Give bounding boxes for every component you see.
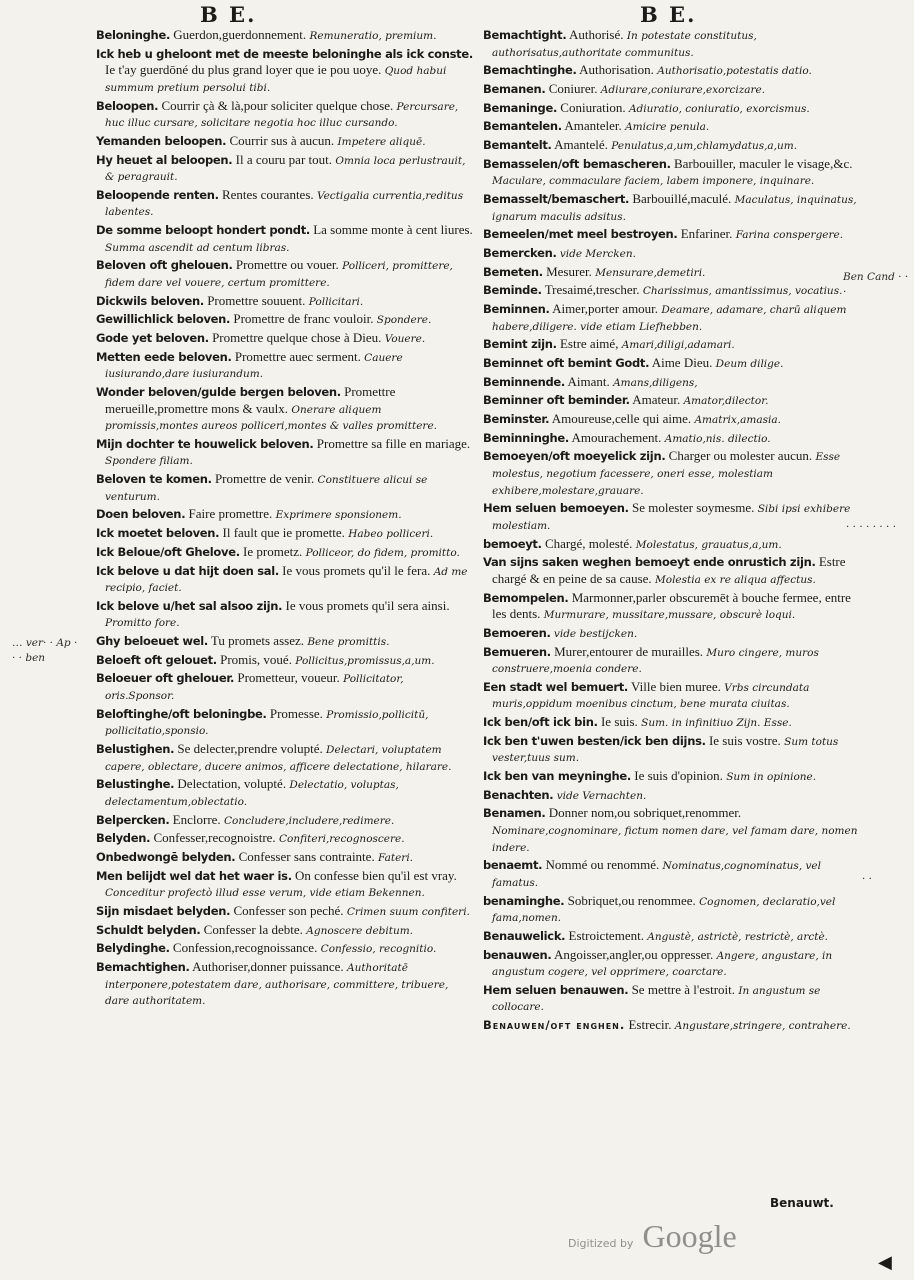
entry-headword: Ick moetet beloven. bbox=[96, 526, 220, 541]
dictionary-entry bbox=[96, 544, 474, 562]
entry-headword: Benauwen/oft enghen. bbox=[483, 1018, 626, 1033]
entry-latin: Percursare, huc illuc cursare, solicitare negotia hoc illuc cursando. bbox=[105, 100, 459, 130]
entry-latin: Conceditur profectò illud esse verum, vide etiam Bekennen. bbox=[105, 887, 425, 900]
entry-french: Il a couru par tout. bbox=[232, 151, 333, 167]
entry-headword: Mijn dochter te houwelick beloven. bbox=[96, 436, 314, 451]
entry-headword: Beminninghe. bbox=[483, 430, 569, 445]
entry-french: Nommé ou renommé. bbox=[542, 857, 660, 873]
entry-headword: Ick ben/oft ick bin. bbox=[483, 715, 598, 730]
dictionary-entry bbox=[483, 282, 864, 300]
dictionary-entry bbox=[483, 500, 864, 534]
dictionary-entry bbox=[96, 525, 474, 543]
entry-headword: Beloeft oft gelouet. bbox=[96, 652, 217, 667]
entry-headword: Bemanen. bbox=[483, 81, 546, 96]
dictionary-entry bbox=[483, 679, 864, 713]
dictionary-entry bbox=[96, 922, 474, 940]
entry-french: Coniurer. bbox=[545, 80, 598, 96]
entry-french: Sobriquet,ou renommee. bbox=[564, 892, 696, 908]
entry-headword: Ick ben van meyninghe. bbox=[483, 769, 631, 784]
dictionary-entry bbox=[483, 191, 864, 225]
entry-french: Aimer,porter amour. bbox=[549, 301, 659, 317]
entry-headword: Ick belove u dat hijt doen sal. bbox=[96, 563, 279, 578]
entry-latin: Bene promittis. bbox=[303, 636, 390, 649]
dictionary-entry bbox=[483, 1017, 864, 1035]
entry-latin: Adiurare,coniurare,exorcizare. bbox=[597, 83, 766, 96]
entry-french: Barbouiller, maculer le visage,&c. bbox=[670, 155, 853, 171]
dictionary-entry bbox=[96, 633, 474, 651]
entry-french: Delectation, volupté. bbox=[174, 776, 287, 792]
entry-headword: Bemantelt. bbox=[483, 138, 552, 153]
entry-headword: benauwen. bbox=[483, 947, 552, 962]
entry-french: Authoriser,donner puissance. bbox=[189, 958, 344, 974]
entry-latin: Amari,diligi,adamari. bbox=[618, 339, 735, 352]
entry-french: Ie suis d'opinion. bbox=[631, 768, 723, 784]
arrow-mark-icon: ◀ bbox=[878, 1252, 892, 1273]
entry-latin: Confessio, recognitio. bbox=[317, 943, 437, 956]
entry-headword: Beloopen. bbox=[96, 98, 159, 113]
entry-french: Enfariner. bbox=[677, 226, 733, 242]
entry-headword: Doen beloven. bbox=[96, 507, 186, 522]
dictionary-entry bbox=[96, 706, 474, 740]
entry-french: La somme monte à cent liures. bbox=[309, 222, 473, 238]
entry-french: Angoisser,angler,ou oppresser. bbox=[551, 946, 714, 962]
entry-headword: Van sijns saken weghen bemoeyt ende onrustich zijn. bbox=[483, 555, 816, 570]
entry-headword: Belyden. bbox=[96, 831, 151, 846]
entry-headword: Hem seluen benauwen. bbox=[483, 982, 629, 997]
entry-french: Ie suis. bbox=[597, 714, 638, 730]
entry-latin: Habeo polliceri. bbox=[344, 528, 434, 541]
entry-headword: Bemueren. bbox=[483, 644, 551, 659]
dictionary-entry bbox=[483, 625, 864, 643]
entry-french: Tresaimé,trescher. bbox=[541, 282, 640, 298]
entry-headword: Bemaninge. bbox=[483, 100, 558, 115]
entry-latin: Authorisatio,potestatis datio. bbox=[653, 65, 812, 78]
entry-headword: Beloopende renten. bbox=[96, 187, 219, 202]
entry-headword: Bemompelen. bbox=[483, 590, 569, 605]
entry-french: Authorisé. bbox=[566, 27, 624, 42]
entry-latin: In angustum se collocare. bbox=[492, 984, 821, 1014]
entry-latin: Molestia ex re aliqua affectus. bbox=[651, 573, 816, 586]
entry-headword: Ick belove u/het sal alsoo zijn. bbox=[96, 598, 283, 613]
entry-latin: Amator,dilector. bbox=[680, 395, 769, 408]
entry-headword: Hem seluen bemoeyen. bbox=[483, 501, 629, 516]
entry-latin: Esse molestus, negotium facessere, oneri esse, molestiam exhibere,molestare,grauare. bbox=[492, 451, 841, 497]
entry-latin: Vectigalia currentia,reditus labentes. bbox=[105, 189, 464, 219]
dictionary-entry bbox=[483, 245, 864, 263]
entry-latin: Charissimus, amantissimus, vocatius. bbox=[639, 285, 843, 298]
entry-french: Promettre quelque chose à Dieu. bbox=[208, 330, 382, 346]
entry-headword: Beminnende. bbox=[483, 374, 565, 389]
entry-latin: Amatio,nis. dilectio. bbox=[661, 432, 771, 445]
entry-latin: Summa ascendit ad centum libras. bbox=[105, 241, 290, 254]
entry-latin: Adiuratio, coniuratio, exorcismus. bbox=[625, 102, 810, 115]
entry-latin: Nominare,cognominare, fictum nomen dare, vel famam dare, nomen indere. bbox=[492, 825, 858, 854]
entry-latin: Concludere,includere,redimere. bbox=[220, 814, 395, 827]
entry-headword: Men belijdt wel dat het waer is. bbox=[96, 868, 292, 883]
entry-latin: Nominatus,cognominatus, vel famatus. bbox=[492, 860, 822, 889]
entry-headword: Belustinghe. bbox=[96, 777, 175, 792]
dictionary-entry bbox=[96, 959, 474, 1010]
dictionary-entry bbox=[96, 293, 474, 311]
entry-french: Ie t'ay guerdōné du plus grand loyer que ie pou uoye. bbox=[105, 62, 382, 78]
entry-latin: Polliceor, do fidem, promitto. bbox=[302, 546, 460, 559]
entry-latin: Amicire penula. bbox=[621, 121, 710, 134]
dictionary-entry bbox=[96, 830, 474, 848]
entry-latin: Sum in opinione. bbox=[722, 771, 817, 784]
entry-headword: Ick heb u gheloont met de meeste beloninghe als ick conste. bbox=[96, 46, 473, 61]
dictionary-entry bbox=[483, 768, 864, 786]
entry-french: Ie prometz. bbox=[239, 543, 303, 559]
entry-headword: Bemasselt/bemaschert. bbox=[483, 192, 630, 206]
entry-french: Se delecter,prendre volupté. bbox=[174, 741, 323, 756]
entry-french: On confesse bien qu'il est vray. bbox=[291, 867, 457, 883]
entry-french: Ie suis vostre. bbox=[705, 732, 781, 748]
entry-latin: Pollicitus,promissus,a,um. bbox=[291, 654, 435, 667]
dictionary-entry bbox=[96, 436, 474, 470]
dictionary-entry bbox=[483, 264, 864, 282]
entry-headword: Hy heuet al beloopen. bbox=[96, 152, 233, 167]
entry-headword: Belpercken. bbox=[96, 812, 170, 827]
entry-latin: Amatrix,amasia. bbox=[691, 414, 781, 427]
dictionary-entry bbox=[483, 336, 864, 354]
entry-latin: Sum totus vester,tuus sum. bbox=[492, 735, 839, 765]
entry-french: Courrir çà & là,pour soliciter quelque chose. bbox=[158, 97, 394, 113]
dictionary-entry bbox=[96, 27, 474, 45]
dictionary-entry bbox=[96, 384, 474, 435]
entry-headword: Metten eede beloven. bbox=[96, 349, 232, 364]
entry-headword: Ick ben t'uwen besten/ick ben dijns. bbox=[483, 733, 706, 748]
entry-french: Estre aimé, bbox=[556, 336, 619, 352]
entry-headword: Bemachtighen. bbox=[96, 959, 190, 974]
catchword: Benauwt. bbox=[770, 1196, 834, 1210]
entry-headword: Ghy beloeuet wel. bbox=[96, 634, 208, 649]
entry-french: Donner nom,ou sobriquet,renommer. bbox=[545, 805, 742, 821]
entry-headword: Bemasselen/oft bemascheren. bbox=[483, 156, 671, 171]
dictionary-entry bbox=[96, 330, 474, 348]
google-watermark bbox=[568, 1218, 737, 1255]
entry-french: Promettre de venir. bbox=[211, 471, 315, 487]
entry-latin: Sum. in infinitiuo Zijn. Esse. bbox=[637, 717, 792, 730]
entry-french: Promettre auec serment. bbox=[231, 348, 361, 364]
entry-latin: Onerare aliquem promissis,montes aureos polliceri,montes & valles promittere. bbox=[105, 403, 438, 433]
entry-french: Rentes courantes. bbox=[218, 186, 314, 202]
entry-latin: Deum dilige. bbox=[712, 358, 784, 370]
dictionary-entry bbox=[483, 27, 864, 61]
dictionary-entry bbox=[483, 392, 864, 410]
entry-latin: Maculatus, inquinatus, ignarum maculis adsitus. bbox=[492, 194, 857, 223]
entry-french: Confesser la debte. bbox=[200, 921, 303, 937]
entry-headword: Beminde. bbox=[483, 283, 542, 298]
entry-headword: Dickwils beloven. bbox=[96, 293, 204, 308]
entry-french: Estre chargé & en peine de sa cause. bbox=[492, 554, 846, 586]
entry-headword: Bemoeyen/oft moeyelick zijn. bbox=[483, 449, 666, 464]
entry-french: Guerdon,guerdonnement. bbox=[170, 27, 307, 42]
entry-french: Estroictement. bbox=[565, 927, 644, 943]
entry-latin: Muro cingere, muros construere,moenia condere. bbox=[492, 646, 819, 676]
entry-french: Aime Dieu. bbox=[649, 355, 713, 370]
dictionary-entry bbox=[483, 893, 864, 927]
entry-headword: Gode yet beloven. bbox=[96, 331, 209, 346]
dictionary-entry bbox=[483, 301, 864, 335]
left-column bbox=[96, 27, 474, 1011]
watermark-prefix: Digitized by bbox=[568, 1237, 634, 1250]
dictionary-entry bbox=[483, 644, 864, 678]
entry-headword: bemoeyt. bbox=[483, 536, 542, 551]
entry-latin: In potestate constitutus, authorisatus,authoritate communitus. bbox=[492, 30, 757, 59]
entry-latin: Deamare, adamare, charū aliquem habere,diligere. vide etiam Liefhebben. bbox=[492, 304, 847, 333]
entry-french: Il fault que ie promette. bbox=[219, 525, 345, 541]
entry-latin: Molestatus, grauatus,a,um. bbox=[632, 538, 782, 551]
dictionary-entry bbox=[483, 118, 864, 136]
entry-latin: Cognomen, declaratio,vel fama,nomen. bbox=[492, 895, 836, 925]
dictionary-entry bbox=[483, 156, 864, 190]
dictionary-entry bbox=[96, 349, 474, 383]
entry-latin: Confiteri,recognoscere. bbox=[275, 833, 405, 846]
marginal-note-right-top: Ben Cand · · · bbox=[843, 271, 909, 298]
dictionary-entry bbox=[483, 374, 864, 392]
entry-french: Ie vous promets qu'il le fera. bbox=[278, 562, 431, 578]
entry-headword: benaminghe. bbox=[483, 893, 565, 908]
entry-headword: Bemercken. bbox=[483, 245, 557, 260]
entry-headword: Benauwelick. bbox=[483, 928, 566, 943]
entry-headword: Beminnet oft bemint Godt. bbox=[483, 356, 650, 370]
entry-headword: Beloninghe. bbox=[96, 28, 171, 42]
entry-french: Chargé, molesté. bbox=[541, 535, 633, 551]
dictionary-entry bbox=[483, 947, 864, 981]
entry-latin: Authoritatē interponere,potestatem dare, authorisare, committere, tribuere, dare authoritatem. bbox=[105, 961, 449, 1008]
google-logo: Google bbox=[642, 1218, 737, 1254]
entry-latin: Vrbs circundata muris,oppidum moenibus cinctum, bene murata ciuitas. bbox=[492, 681, 810, 711]
entry-latin: Omnia loca perlustrauit, & peragrauit. bbox=[105, 154, 466, 184]
entry-latin: vide Vernachten. bbox=[553, 789, 647, 802]
entry-latin: Exprimere sponsionem. bbox=[272, 509, 402, 522]
dictionary-entry bbox=[96, 598, 474, 632]
entry-latin: Promissio,pollicitū, pollicitatio,sponsio. bbox=[105, 708, 429, 738]
entry-latin: Angustè, astrictè, restrictè, arctè. bbox=[643, 930, 828, 943]
dictionary-entry bbox=[96, 46, 474, 97]
entry-latin: Impetere aliquē. bbox=[334, 135, 426, 148]
entry-headword: Een stadt wel bemuert. bbox=[483, 679, 628, 694]
entry-headword: benaemt. bbox=[483, 858, 543, 873]
dictionary-entry bbox=[483, 81, 864, 99]
dictionary-entry bbox=[483, 554, 864, 588]
entry-latin: vide Mercken. bbox=[556, 247, 636, 260]
entry-headword: Beminster. bbox=[483, 412, 550, 427]
marginal-note-right-mid: · · · · · · · · bbox=[846, 521, 897, 533]
entry-headword: Onbedwongē belyden. bbox=[96, 849, 236, 864]
entry-latin: Fateri. bbox=[374, 851, 414, 864]
entry-latin: Vouere. bbox=[381, 333, 426, 346]
dictionary-entry bbox=[483, 714, 864, 732]
dictionary-entry bbox=[96, 471, 474, 505]
entry-latin: Quod habui summum pretium persolui tibi. bbox=[105, 65, 447, 94]
dictionary-entry bbox=[483, 430, 864, 448]
entry-french: Amoureuse,celle qui aime. bbox=[549, 411, 692, 427]
entry-latin: Cauere iusiurando,dare iusiurandum. bbox=[105, 351, 403, 381]
entry-headword: Bemint zijn. bbox=[483, 337, 557, 352]
entry-french: Confesser,recognoistre. bbox=[150, 830, 276, 846]
dictionary-entry bbox=[96, 98, 474, 132]
entry-latin: Delectari, voluptatem capere, oblectare, ducere animos, afficere delectatione, hilarare. bbox=[105, 744, 452, 773]
entry-french: Amourachement. bbox=[568, 429, 662, 445]
entry-french: Ie vous promets qu'il sera ainsi. bbox=[282, 597, 450, 613]
dictionary-entry bbox=[96, 849, 474, 867]
entry-french: Prometteur, voueur. bbox=[234, 670, 340, 686]
entry-french: Promettre ou vouer. bbox=[232, 257, 339, 273]
entry-headword: Sijn misdaet belyden. bbox=[96, 903, 231, 918]
dictionary-entry bbox=[96, 222, 474, 256]
entry-latin: Pollicitator, oris.Sponsor. bbox=[105, 673, 404, 703]
entry-french: Marmonner,parler obscuremēt à bouche fermee, entre les dents. bbox=[492, 589, 851, 622]
dictionary-entry bbox=[483, 928, 864, 946]
entry-latin: Angere, angustare, in angustum cogere, vel opprimere, coarctare. bbox=[492, 949, 833, 979]
entry-french: Aimant. bbox=[564, 373, 610, 389]
entry-french: Faire promettre. bbox=[185, 506, 273, 522]
entry-latin: Murmurare, mussitare,mussare, obscurè loqui. bbox=[540, 609, 796, 622]
entry-french: Charger ou molester aucun. bbox=[665, 448, 813, 464]
right-column bbox=[483, 27, 864, 1036]
entry-french: Confession,recognoissance. bbox=[169, 940, 318, 956]
entry-latin: Amans,diligens, bbox=[609, 376, 698, 389]
entry-french: Ville bien muree. bbox=[628, 678, 721, 694]
entry-latin: vide bestijcken. bbox=[550, 627, 638, 640]
dictionary-entry bbox=[96, 903, 474, 921]
entry-headword: Schuldt belyden. bbox=[96, 922, 201, 937]
entry-headword: Yemanden beloopen. bbox=[96, 133, 227, 148]
entry-headword: Beloven oft ghelouen. bbox=[96, 258, 233, 273]
dictionary-entry bbox=[96, 868, 474, 902]
entry-french: Promettre souuent. bbox=[203, 292, 306, 308]
entry-latin: Spondere. bbox=[373, 314, 432, 327]
marginal-note-right-low: · · bbox=[862, 873, 873, 885]
dictionary-entry bbox=[483, 100, 864, 118]
dictionary-entry bbox=[483, 411, 864, 429]
dictionary-entry bbox=[483, 137, 864, 155]
running-head-left: B E. bbox=[200, 2, 257, 27]
entry-headword: Belydinghe. bbox=[96, 941, 170, 956]
entry-latin: Sibi ipsi exhibere molestiam. bbox=[492, 503, 851, 532]
dictionary-entry bbox=[96, 187, 474, 221]
entry-headword: De somme beloopt hondert pondt. bbox=[96, 223, 310, 238]
dictionary-entry bbox=[96, 670, 474, 704]
dictionary-entry bbox=[483, 62, 864, 80]
dictionary-entry bbox=[96, 506, 474, 524]
entry-latin: Penulatus,a,um,chlamydatus,a,um. bbox=[607, 140, 798, 153]
entry-latin: Polliceri, promittere, fidem dare vel vouere, certum promittere. bbox=[105, 260, 453, 289]
dictionary-entry bbox=[483, 448, 864, 499]
entry-french: Mesurer. bbox=[542, 263, 592, 279]
dictionary-entry bbox=[96, 311, 474, 329]
entry-headword: Ick Beloue/oft Ghelove. bbox=[96, 544, 240, 559]
entry-french: Courrir sus à aucun. bbox=[226, 132, 335, 148]
entry-headword: Beloftinghe/oft beloningbe. bbox=[96, 706, 267, 721]
running-head-right: B E. bbox=[640, 2, 697, 27]
entry-french: Estrecir. bbox=[625, 1017, 672, 1033]
entry-french: Tu promets assez. bbox=[207, 633, 304, 649]
dictionary-entry bbox=[96, 257, 474, 291]
dictionary-entry bbox=[96, 776, 474, 810]
entry-french: Promettre sa fille en mariage. bbox=[313, 435, 471, 451]
entry-french: Authorisation. bbox=[576, 62, 654, 78]
entry-french: Coniuration. bbox=[557, 99, 626, 115]
entry-headword: Bemoeren. bbox=[483, 625, 551, 640]
entry-french: Promesse. bbox=[266, 705, 323, 721]
entry-headword: Bemachtight. bbox=[483, 28, 567, 42]
entry-french: Confesser sans contrainte. bbox=[235, 848, 375, 864]
entry-latin: Farina conspergere. bbox=[732, 229, 844, 242]
dictionary-entry bbox=[483, 805, 864, 856]
entry-french: Promettre de franc vouloir. bbox=[230, 311, 374, 327]
dictionary-entry bbox=[96, 152, 474, 186]
entry-latin: Promitto fore. bbox=[105, 617, 180, 630]
dictionary-entry bbox=[483, 733, 864, 767]
entry-headword: Benamen. bbox=[483, 806, 546, 821]
entry-french: Barbouillé,maculé. bbox=[629, 191, 732, 206]
entry-latin: Ad me recipio, faciet. bbox=[105, 565, 468, 595]
entry-french: Se molester soymesme. bbox=[628, 500, 755, 516]
dictionary-entry bbox=[96, 741, 474, 775]
dictionary-entry bbox=[483, 590, 864, 624]
entry-headword: Beminner oft beminder. bbox=[483, 393, 630, 408]
dictionary-entry bbox=[483, 355, 864, 373]
entry-french: Amantelé. bbox=[551, 137, 608, 153]
entry-french: Confesser son peché. bbox=[230, 902, 344, 918]
entry-french: Enclorre. bbox=[169, 811, 221, 827]
entry-latin: Delectatio, voluptas, delectamentum,oblectatio. bbox=[105, 779, 399, 808]
dictionary-entry bbox=[483, 787, 864, 805]
entry-french: Amanteler. bbox=[561, 118, 622, 134]
entry-headword: Beloeuer oft ghelouer. bbox=[96, 671, 235, 686]
entry-headword: Bemeten. bbox=[483, 264, 543, 279]
entry-latin: Remuneratio, premium. bbox=[306, 30, 437, 42]
entry-latin: Mensurare,demetiri. bbox=[591, 266, 706, 279]
dictionary-entry bbox=[483, 982, 864, 1016]
dictionary-entry bbox=[96, 133, 474, 151]
entry-headword: Belustighen. bbox=[96, 742, 175, 756]
dictionary-entry bbox=[96, 940, 474, 958]
dictionary-entry bbox=[96, 812, 474, 830]
entry-latin: Constituere alicui se venturum. bbox=[105, 474, 428, 503]
dictionary-entry bbox=[483, 536, 864, 554]
entry-headword: Gewillichlick beloven. bbox=[96, 312, 231, 327]
entry-headword: Wonder beloven/gulde bergen beloven. bbox=[96, 385, 341, 399]
marginal-note-left: … ver· · Ap · · · ben bbox=[12, 637, 78, 664]
entry-french: Murer,entourer de murailles. bbox=[550, 643, 704, 659]
entry-french: Promettre merueille,promettre mons & vaulx. bbox=[105, 384, 396, 416]
entry-headword: Bemantelen. bbox=[483, 119, 562, 134]
entry-french: Se mettre à l'estroit. bbox=[628, 981, 736, 997]
entry-headword: Beloven te komen. bbox=[96, 472, 212, 487]
entry-headword: Benachten. bbox=[483, 787, 554, 802]
entry-headword: Beminnen. bbox=[483, 302, 550, 317]
entry-latin: Agnoscere debitum. bbox=[302, 924, 414, 937]
dictionary-entry bbox=[96, 652, 474, 670]
entry-latin: Spondere filiam. bbox=[105, 455, 193, 468]
entry-latin: Crimen suum confiteri. bbox=[343, 905, 470, 918]
entry-headword: Bemeelen/met meel bestroyen. bbox=[483, 227, 678, 242]
entry-latin: Maculare, commaculare faciem, labem imponere, inquinare. bbox=[492, 175, 815, 188]
entry-latin: Pollicitari. bbox=[305, 295, 364, 308]
entry-latin: Angustare,stringere, contrahere. bbox=[671, 1020, 851, 1033]
dictionary-entry bbox=[483, 226, 864, 244]
dictionary-entry bbox=[483, 857, 864, 891]
dictionary-entry bbox=[96, 563, 474, 597]
entry-french: Promis, voué. bbox=[216, 651, 292, 667]
entry-french: Amateur. bbox=[629, 392, 681, 408]
entry-headword: Bemachtinghe. bbox=[483, 63, 577, 78]
